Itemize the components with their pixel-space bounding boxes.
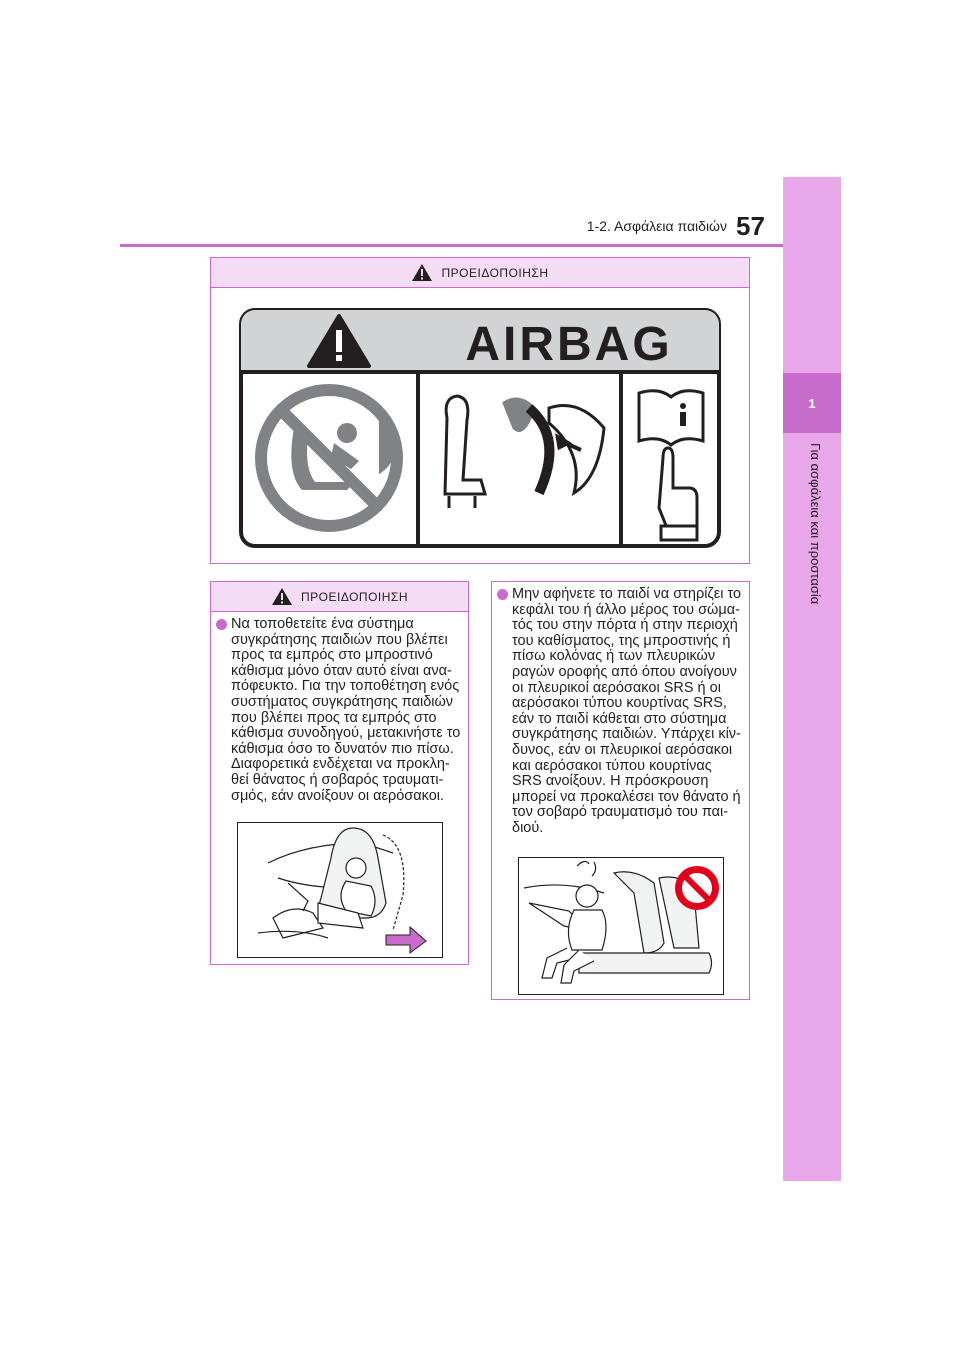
warning-label: ΠΡΟΕΙΔΟΠΟΙΗΣΗ: [441, 265, 549, 280]
chapter-side-tab: [783, 177, 841, 1181]
text-line: αερόσακοι τύπου κουρτίνας SRS,: [512, 695, 727, 712]
text-line: τον σοβαρό τραυματισμό του παι-: [512, 804, 729, 821]
warning-triangle-icon: [411, 263, 433, 282]
warning-body-right: [512, 587, 747, 837]
page-number: 57: [736, 211, 765, 241]
header-rule: [120, 244, 783, 247]
rear-seat-child-illustration: [518, 857, 724, 995]
warning-box-right: [491, 581, 750, 1000]
text-line: προς τα εμπρός στο μπροστινό: [231, 647, 433, 664]
warning-body-left: [231, 617, 466, 804]
airbag-text: AIRBAG: [465, 318, 673, 371]
text-line: του καθίσματος, της μπροστινής ή: [512, 632, 731, 649]
text-line: Διαφορετικά ενδέχεται να προκλη-: [231, 756, 450, 773]
text-line: κεφάλι του ή άλλο μέρος του σώμα-: [512, 601, 740, 618]
text-line: κάθισμα συνοδηγού, μετακινήστε το: [231, 725, 461, 742]
text-line: σμός, εάν ανοίξουν οι αερόσακοι.: [231, 787, 445, 804]
warning-box-airbag: [210, 257, 750, 564]
text-line: κάθισμα μόνο όταν αυτό είναι ανα-: [231, 662, 452, 679]
chapter-title: Για ασφάλεια και προστασία: [808, 443, 823, 605]
text-line: κάθισμα όσο το δυνατόν πιο πίσω.: [231, 740, 454, 757]
bullet-dot: [497, 589, 508, 600]
text-line: πίσω κολόνας ή των πλευρικών: [512, 648, 716, 665]
text-line: εάν το παιδί κάθεται στο σύστημα: [512, 710, 727, 727]
warning-box-left: [210, 581, 469, 965]
front-seat-child-illustration: [237, 822, 443, 958]
text-line: συγκράτησης παιδιών. Υπάρχει κίν-: [512, 726, 741, 743]
text-line: και αερόσακοι τύπου κουρτίνας: [512, 757, 712, 774]
text-line: οι πλευρικοί αερόσακοι SRS ή οι: [512, 679, 721, 696]
text-line: συστήματος συγκράτησης παιδιών: [231, 693, 454, 710]
text-line: δυνος, εάν οι πλευρικοί αερόσακοι: [512, 741, 733, 758]
bullet-dot: [216, 619, 227, 630]
text-line: που βλέπει προς τα εμπρός στο: [231, 709, 437, 726]
airbag-warning-label: [239, 308, 721, 548]
prohibited-icon: [675, 866, 719, 910]
text-line: πόφευκτο. Για την τοποθέτηση ενός: [231, 678, 460, 695]
text-line: διού.: [512, 819, 544, 836]
warning-triangle-icon: [271, 587, 293, 606]
text-line: συγκράτησης παιδιών που βλέπει: [231, 631, 448, 648]
warning-label: ΠΡΟΕΙΔΟΠΟΙΗΣΗ: [300, 589, 409, 604]
warning-header: [211, 258, 749, 288]
text-line: Μην αφήνετε το παιδί να στηρίζει το: [512, 586, 742, 602]
text-line: Να τοποθετείτε ένα σύστημα: [231, 616, 414, 632]
text-line: ραγών οροφής από όπου ανοίγουν: [512, 663, 737, 680]
warning-header: [211, 582, 468, 612]
text-line: SRS ανοίξουν. Η πρόσκρουση: [512, 773, 709, 790]
text-line: μπορεί να προκαλέσει τον θάνατο ή: [512, 788, 741, 805]
text-line: θεί θάνατος ή σοβαρός τραυματι-: [231, 771, 444, 788]
text-line: τός του στην πόρτα ή στην περιοχή: [512, 617, 738, 634]
section-title: 1-2. Ασφάλεια παιδιών: [586, 218, 727, 234]
chapter-number: 1: [783, 373, 841, 433]
